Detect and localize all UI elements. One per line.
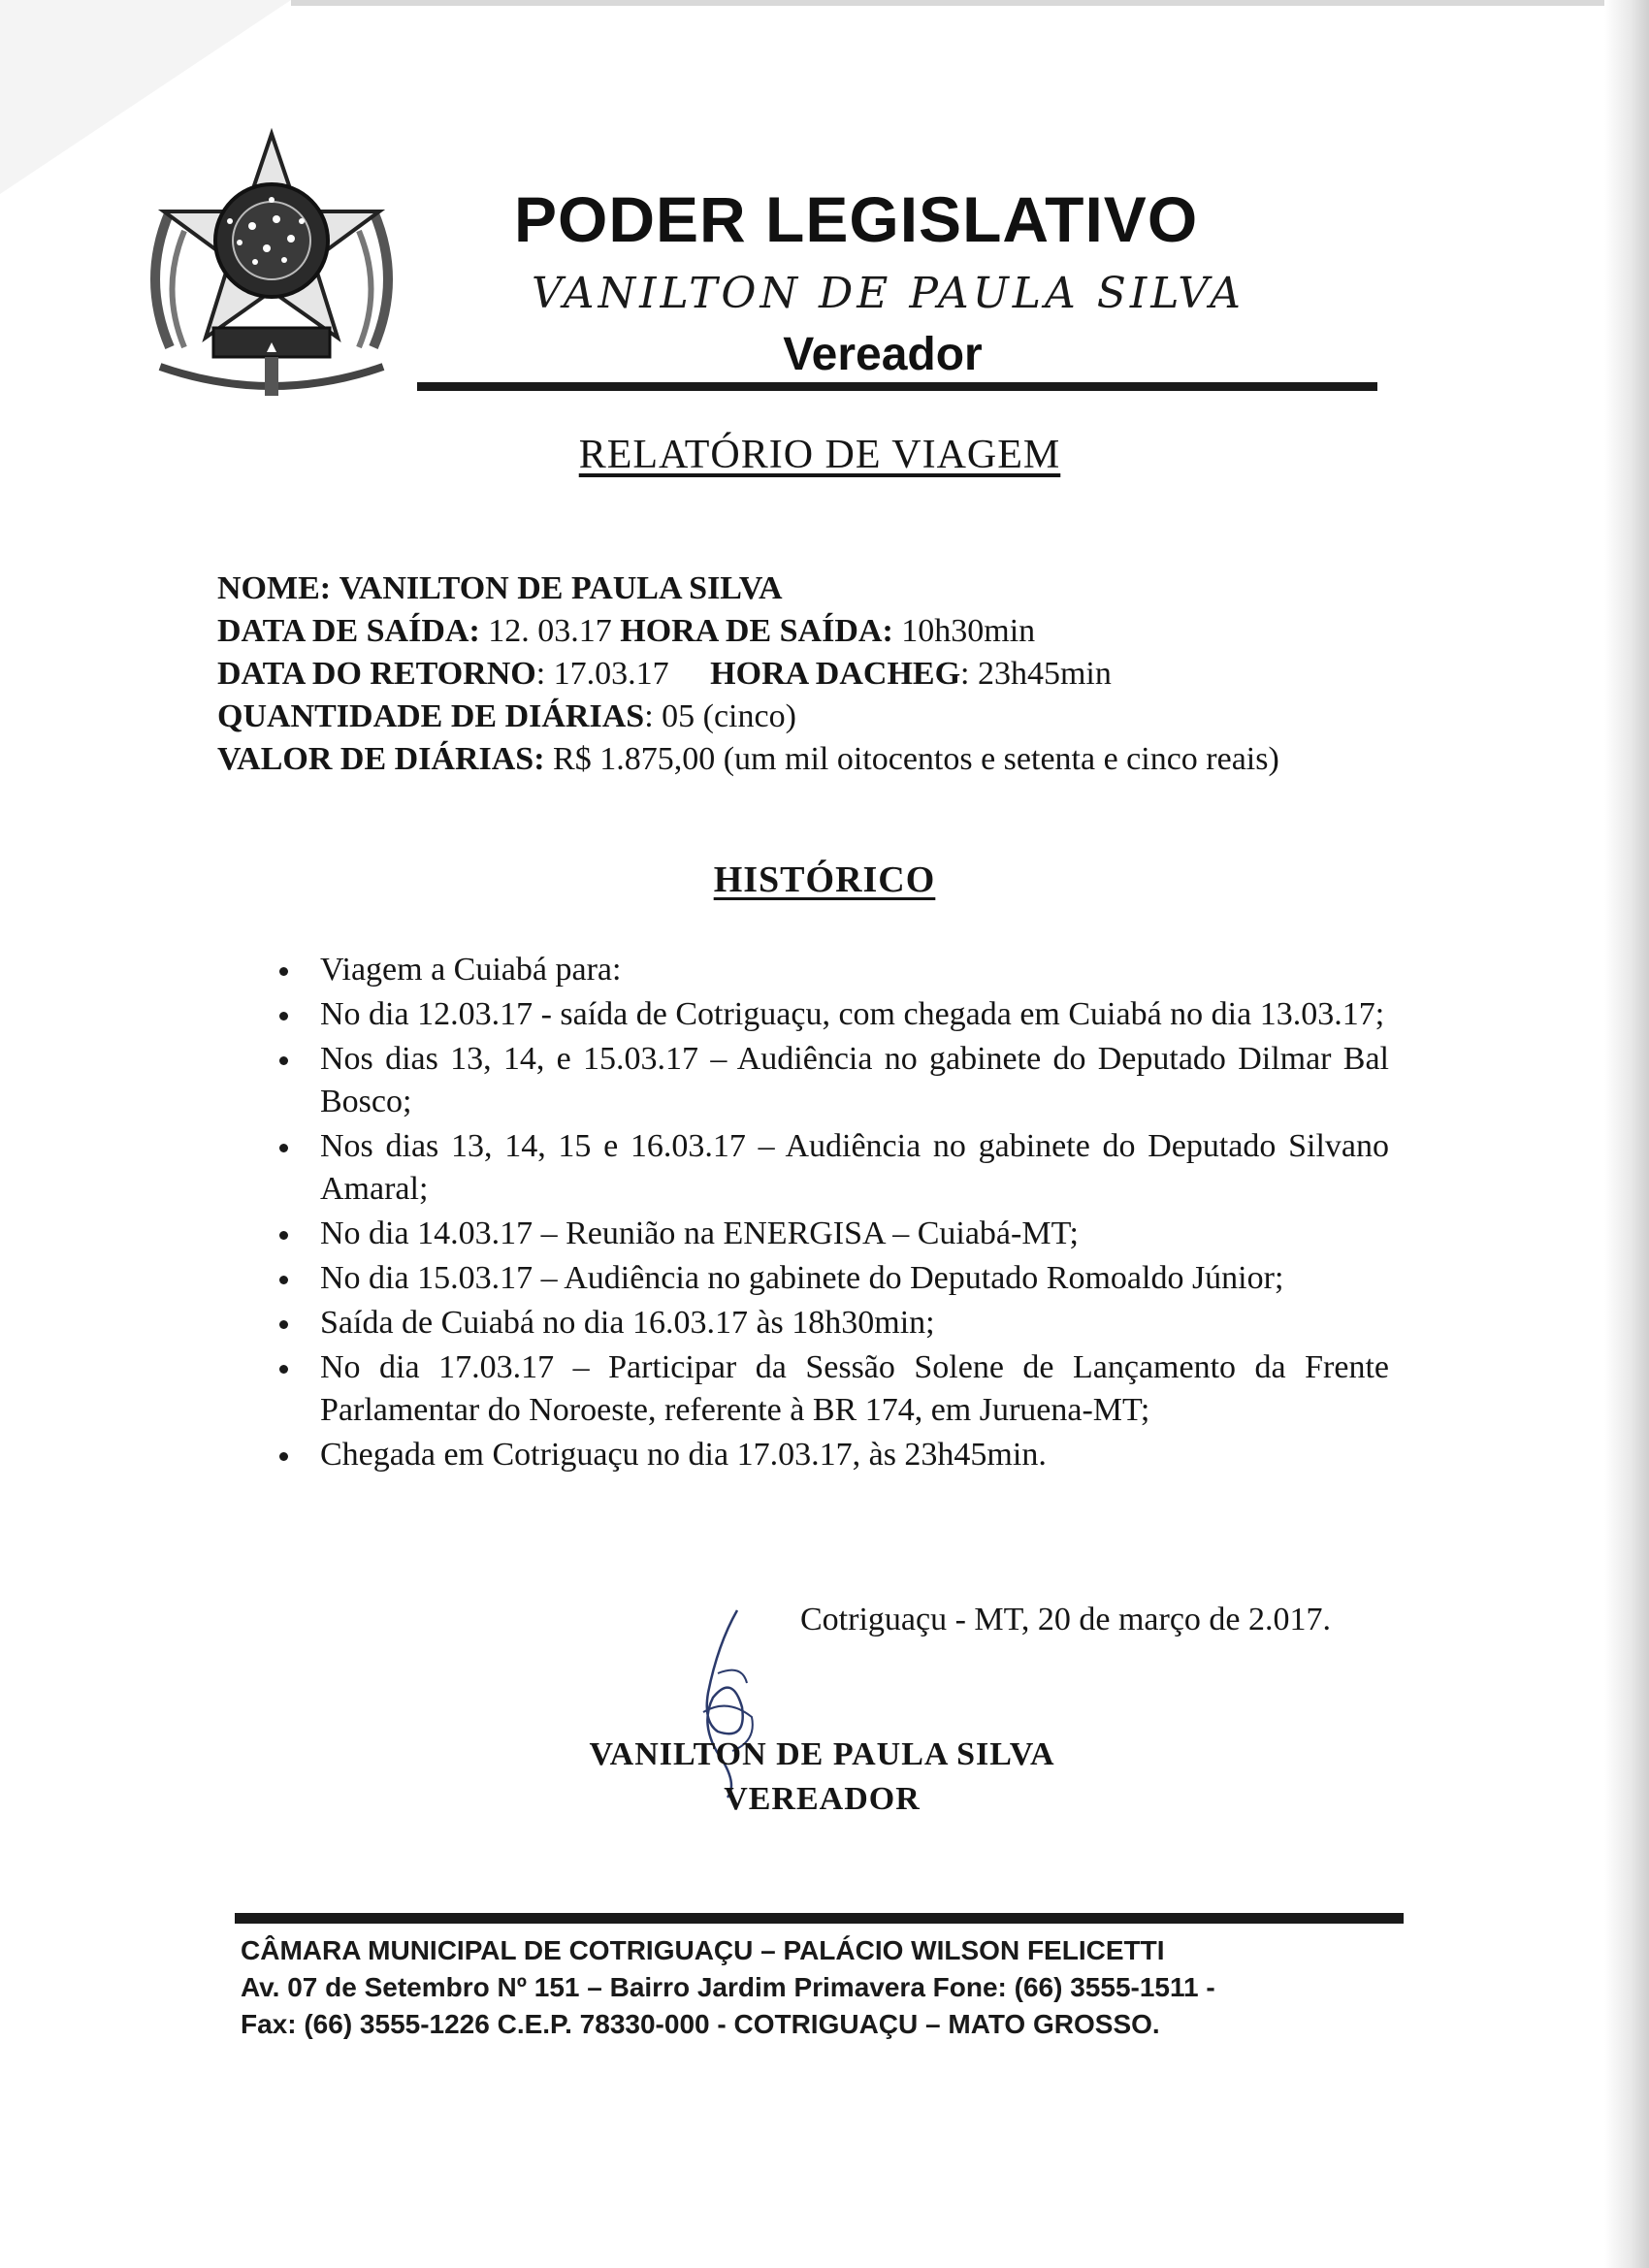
list-item: No dia 14.03.17 – Reunião na ENERGISA – Cuiabá-MT; [274,1213,1389,1255]
list-item: Viagem a Cuiabá para: [274,949,1389,991]
signer-role: VEREADOR [724,1781,921,1817]
footer-divider [235,1913,1404,1924]
name-label: NOME: [217,570,332,606]
departure-date-label: DATA DE SAÍDA: [217,613,480,649]
daily-count-label: QUANTIDADE DE DIÁRIAS [217,698,645,734]
signer-name: VANILTON DE PAULA SILVA [589,1736,1055,1772]
daily-value-row [217,738,1381,781]
list-item: Nos dias 13, 14, 15 e 16.03.17 – Audiência no gabinete do Deputado Silvano Amaral; [274,1125,1389,1211]
list-item: No dia 12.03.17 - saída de Cotriguaçu, com chegada em Cuiabá no dia 13.03.17; [274,993,1389,1036]
name-value: VANILTON DE PAULA SILVA [339,570,783,606]
name-row [217,567,1381,610]
document-title: RELATÓRIO DE VIAGEM [578,433,1061,477]
signature-block [0,1733,1649,1822]
councilor-name-heading: VANILTON DE PAULA SILVA [532,269,1245,318]
institution-heading: PODER LEGISLATIVO [514,183,1199,255]
departure-time-label: HORA DE SAÍDA: [620,613,893,649]
header-divider [417,382,1377,391]
return-date-label: DATA DO RETORNO [217,656,536,692]
scan-edge-top [291,0,1620,6]
departure-row [217,610,1381,653]
history-list [274,949,1389,1478]
arrival-time-label: HORA DACHEG [710,656,961,692]
list-item: No dia 15.03.17 – Audiência no gabinete do Deputado Romoaldo Júnior; [274,1257,1389,1300]
list-item: Nos dias 13, 14, e 15.03.17 – Audiência no gabinete do Deputado Dilmar Bal Bosco; [274,1038,1389,1123]
footer-line-address: Av. 07 de Setembro Nº 151 – Bairro Jardim Primavera Fone: (66) 3555-1511 - [241,1972,1215,2002]
arrival-time-value: : 23h45min [960,656,1112,692]
daily-count-value: : 05 (cinco) [644,698,796,734]
departure-date-value: 12. 03.17 [488,613,612,649]
return-date-value: : 17.03.17 [535,656,669,692]
list-item: Saída de Cuiabá no dia 16.03.17 às 18h30min; [274,1302,1389,1345]
travel-info-block [217,567,1381,781]
daily-value-value: R$ 1.875,00 (um mil oitocentos e setenta e cinco reais) [553,741,1279,777]
departure-time-value: 10h30min [901,613,1036,649]
councilor-role-heading: Vereador [783,329,983,380]
footer-line-institution: CÂMARA MUNICIPAL DE COTRIGUAÇU – PALÁCIO WILSON FELICETTI [241,1935,1165,1965]
list-item: No dia 17.03.17 – Participar da Sessão Solene de Lançamento da Frente Parlamentar do Noroeste, referente à BR 174, em Juruena-MT; [274,1346,1389,1432]
list-item: Chegada em Cotriguaçu no dia 17.03.17, às 23h45min. [274,1434,1389,1476]
history-title: HISTÓRICO [713,859,936,900]
return-row [217,653,1381,696]
daily-count-row [217,696,1381,738]
footer-address [241,1932,1424,2043]
footer-line-contact: Fax: (66) 3555-1226 C.E.P. 78330-000 - COTRIGUAÇU – MATO GROSSO. [241,2009,1160,2039]
place-date: Cotriguaçu - MT, 20 de março de 2.017. [800,1602,1332,1637]
daily-value-label: VALOR DE DIÁRIAS: [217,741,545,777]
